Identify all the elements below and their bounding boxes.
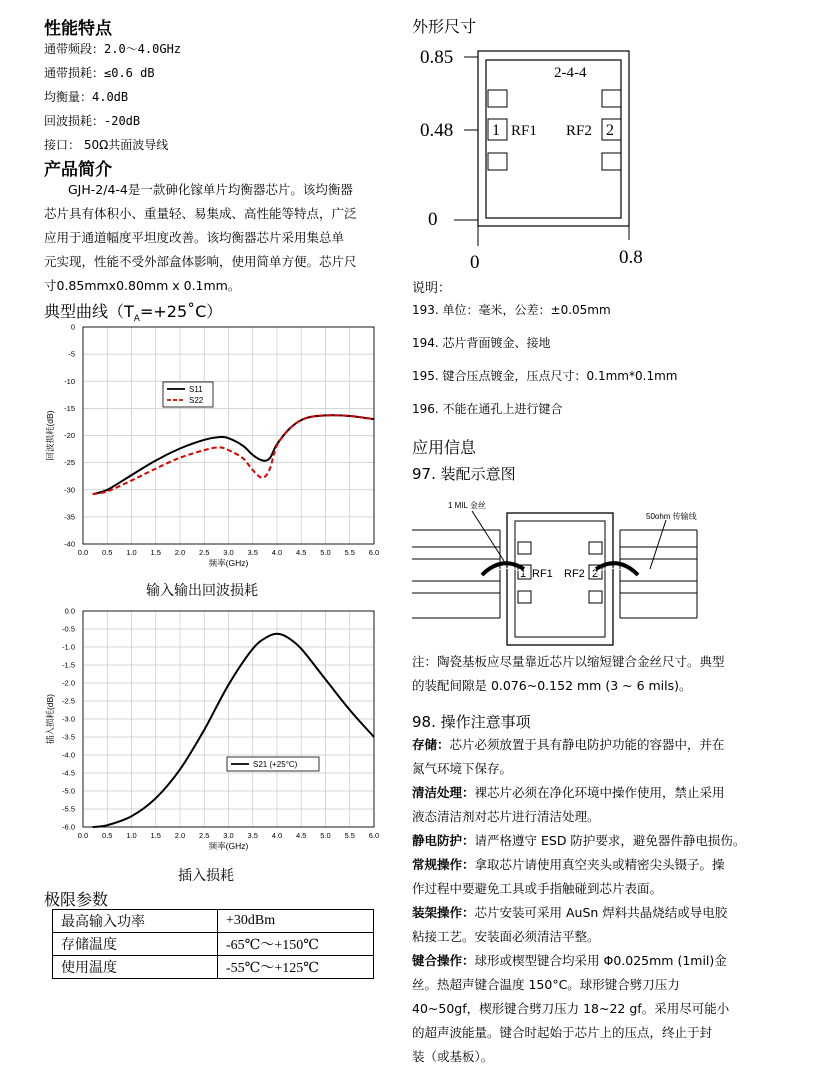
line-label: 50ohm 传输线 xyxy=(646,512,697,521)
x-tick-label: 1.0 xyxy=(126,548,137,557)
x-tick-label: 1.0 xyxy=(126,831,137,840)
x-tick-label: 4.0 xyxy=(271,831,283,840)
y-tick-label: -30 xyxy=(64,485,75,495)
x-tick-label: 3.5 xyxy=(247,548,258,557)
ground-pad xyxy=(488,153,507,170)
x-tick-label: 3.5 xyxy=(247,831,258,840)
limit-value: -55℃～+125℃ xyxy=(218,956,374,979)
y-tick-label: -2.0 xyxy=(62,678,75,688)
limits-table xyxy=(52,909,374,979)
dim-label-048: 0.48 xyxy=(420,120,454,141)
intro-line: GJH-2/4-4是一款砷化镓单片均衡器芯片。该均衡器 xyxy=(68,182,353,197)
rf1-label: RF1 xyxy=(511,123,537,139)
part-number: 2-4-4 xyxy=(554,65,587,81)
x-tick-label: 4.0 xyxy=(271,548,283,557)
y-tick-label: -20 xyxy=(64,431,75,440)
limits-heading: 极限参数 xyxy=(44,890,109,909)
y-tick-label: -35 xyxy=(64,512,75,522)
ops-line: 的超声波能量。键合时起始于芯片上的压点，终止于封 xyxy=(412,1025,713,1040)
x-axis-label: 频率(GHz) xyxy=(208,841,249,851)
x-tick-label: 0.5 xyxy=(102,831,113,840)
insertion-loss-chart xyxy=(40,603,385,861)
curves-heading-tail: =+25˚C） xyxy=(139,302,223,321)
ops-text: 球形或楔型键合均采用 Φ0.025mm (1mil)金 xyxy=(474,953,727,968)
limit-name: 使用温度 xyxy=(53,956,218,979)
note-item: 195. 键合压点镀金，压点尺寸：0.1mm*0.1mm xyxy=(412,369,678,383)
y-tick-label: -4.0 xyxy=(62,750,75,760)
dim-label-08: 0.8 xyxy=(619,247,643,268)
ops-line xyxy=(412,901,832,925)
ops-text: 裸芯片必须在净化环境中操作使用，禁止采用 xyxy=(474,785,725,800)
note-item: 193. 单位：毫米，公差：±0.05mm xyxy=(412,303,611,317)
y-tick-label: -1.0 xyxy=(62,642,75,652)
substrate-left xyxy=(412,530,502,618)
ops-line: 粘接工艺。安装面必须清洁平整。 xyxy=(412,929,600,944)
limit-value: +30dBm xyxy=(218,910,374,933)
insertion-loss-caption: 插入损耗 xyxy=(178,868,234,884)
ops-key: 装架操作： xyxy=(412,905,475,920)
ops-content xyxy=(412,733,832,1069)
feature-interface: 接口： 50Ω共面波导线 xyxy=(44,138,169,152)
ground-pad xyxy=(602,90,621,107)
table-row xyxy=(53,910,374,933)
x-tick-label: 0.0 xyxy=(77,831,89,840)
ops-line: 40~50gf，楔形键合劈刀压力 18~22 gf。采用尽可能小 xyxy=(412,1001,730,1016)
limit-value: -65℃～+150℃ xyxy=(218,933,374,956)
ops-line: 作过程中要避免工具或手指触碰到芯片表面。 xyxy=(412,881,663,896)
pad1-number: 1 xyxy=(520,568,527,580)
rf2-label: RF2 xyxy=(566,123,592,139)
ops-heading: 98. 操作注意事项 xyxy=(412,713,531,731)
curves-heading-text: 典型曲线（T xyxy=(44,302,134,321)
limit-name: 存储温度 xyxy=(53,933,218,956)
x-tick-label: 2.5 xyxy=(199,548,210,557)
assembly-note xyxy=(412,650,812,698)
x-tick-label: 1.5 xyxy=(150,548,161,557)
y-tick-label: -5 xyxy=(68,349,75,359)
y-tick-label: -3.5 xyxy=(62,732,75,742)
dim-label-0-x: 0 xyxy=(470,252,480,272)
ops-key: 清洁处理： xyxy=(412,785,475,800)
x-tick-label: 2.0 xyxy=(174,548,186,557)
legend-label: S21 (+25°C) xyxy=(253,760,298,769)
x-tick-label: 3.0 xyxy=(223,548,234,557)
note-item: 194. 芯片背面镀金、接地 xyxy=(412,336,551,350)
assembly-heading: 97. 装配示意图 xyxy=(412,465,516,483)
x-tick-label: 5.0 xyxy=(320,831,331,840)
return-loss-chart xyxy=(40,320,385,580)
ground-pad xyxy=(488,90,507,107)
legend-label: S11 xyxy=(189,385,203,394)
intro-line: 寸0.85mmx0.80mm x 0.1mm。 xyxy=(44,278,241,293)
chip-inner xyxy=(486,60,621,218)
limit-name: 最高输入功率 xyxy=(53,910,218,933)
rf2-label: RF2 xyxy=(564,568,585,580)
x-tick-label: 3.0 xyxy=(223,831,234,840)
x-tick-label: 6.0 xyxy=(368,831,380,840)
x-tick-label: 6.0 xyxy=(368,548,380,557)
ops-line: 液态清洁剂对芯片进行清洁处理。 xyxy=(412,809,600,824)
table-row xyxy=(53,933,374,956)
assembly-note-line: 注：陶瓷基板应尽量靠近芯片以缩短键合金丝尺寸。典型 xyxy=(412,654,725,669)
ops-line: 氮气环境下保存。 xyxy=(412,761,513,776)
series-line xyxy=(93,415,374,494)
ops-key: 静电防护： xyxy=(412,833,475,848)
ops-line xyxy=(412,733,832,757)
ops-text: 芯片必须放置于具有静电防护功能的容器中，并在 xyxy=(449,737,725,752)
table-row xyxy=(53,956,374,979)
x-tick-label: 2.0 xyxy=(174,831,186,840)
x-tick-label: 1.5 xyxy=(150,831,161,840)
ops-key: 常规操作： xyxy=(412,857,475,872)
x-tick-label: 5.0 xyxy=(320,548,331,557)
legend-box xyxy=(163,382,213,407)
notes-heading: 说明： xyxy=(412,281,452,296)
y-tick-label: -25 xyxy=(64,458,75,468)
ops-text: 拿取芯片请使用真空夹头或精密尖头镊子。操 xyxy=(474,857,725,872)
ops-line: 丝。热超声键合温度 150°C。球形键合劈刀压力 xyxy=(412,977,680,992)
feature-return-loss: 回波损耗：-20dB xyxy=(44,114,141,128)
y-tick-label: -40 xyxy=(64,539,75,549)
ops-text: 请严格遵守 ESD 防护要求，避免器件静电损伤。 xyxy=(474,833,746,848)
outline-heading: 外形尺寸 xyxy=(412,17,477,36)
note-item: 196. 不能在通孔上进行键合 xyxy=(412,402,563,416)
y-tick-label: -5.0 xyxy=(62,786,75,796)
feature-equalization: 均衡量：4.0dB xyxy=(44,90,129,104)
y-tick-label: -6.0 xyxy=(62,822,75,832)
return-loss-caption: 输入输出回波损耗 xyxy=(146,583,258,599)
ops-line xyxy=(412,853,832,877)
assembly-note-line: 的装配间隙是 0.076~0.152 mm (3 ~ 6 mils)。 xyxy=(412,678,692,693)
intro-line: 芯片具有体积小、重量轻、易集成、高性能等特点，广泛 xyxy=(44,206,357,221)
y-tick-label: -5.5 xyxy=(62,804,75,814)
wire-label: 1 MIL 金丝 xyxy=(448,501,486,510)
ground-pad xyxy=(602,153,621,170)
ops-line: 装（或基板）。 xyxy=(412,1049,494,1064)
y-tick-label: 0.0 xyxy=(64,606,75,616)
ops-line xyxy=(412,829,832,853)
feature-insertion-loss: 通带损耗：≤0.6 dB xyxy=(44,66,155,80)
x-tick-label: 0.0 xyxy=(77,548,89,557)
feature-passband: 通带频段：2.0～4.0GHz xyxy=(44,42,182,56)
features-heading: 性能特点 xyxy=(44,19,112,39)
y-tick-label: -4.5 xyxy=(62,768,75,778)
y-tick-label: -15 xyxy=(64,403,75,413)
x-axis-label: 频率(GHz) xyxy=(208,558,249,568)
series-line xyxy=(93,634,374,827)
app-heading: 应用信息 xyxy=(412,438,477,457)
y-tick-label: -1.5 xyxy=(62,660,75,670)
dim-label-085: 0.85 xyxy=(420,47,454,68)
y-tick-label: -2.5 xyxy=(62,696,75,706)
ops-line xyxy=(412,781,832,805)
y-tick-label: -0.5 xyxy=(62,624,75,634)
y-axis-label: 插入损耗(dB) xyxy=(45,693,55,745)
x-tick-label: 4.5 xyxy=(296,548,307,557)
curves-heading-sub: A xyxy=(133,314,140,325)
dim-label-0-y: 0 xyxy=(428,209,438,230)
pad2-number: 2 xyxy=(606,122,614,139)
ops-text: 芯片安装可采用 AuSn 焊料共晶烧结或导电胶 xyxy=(474,905,728,920)
outline-drawing xyxy=(412,40,672,272)
x-tick-label: 5.5 xyxy=(344,831,355,840)
legend-label: S22 xyxy=(189,396,204,405)
y-tick-label: -3.0 xyxy=(62,714,75,724)
x-tick-label: 5.5 xyxy=(344,548,355,557)
intro-heading: 产品简介 xyxy=(44,160,112,180)
y-tick-label: 0 xyxy=(70,322,75,332)
y-axis-label: 回波损耗(dB) xyxy=(45,410,55,461)
pad1-number: 1 xyxy=(492,122,500,139)
leader-line xyxy=(650,520,666,569)
x-tick-label: 0.5 xyxy=(102,548,113,557)
rf1-label: RF1 xyxy=(532,568,553,580)
assembly-diagram xyxy=(412,495,752,655)
intro-line: 元实现，性能不受外部盒体影响，使用简单方便。芯片尺 xyxy=(44,254,357,269)
x-tick-label: 2.5 xyxy=(199,831,210,840)
intro-paragraph xyxy=(44,178,389,298)
ops-key: 存储： xyxy=(412,737,450,752)
intro-line: 应用于通道幅度平坦度改善。该均衡器芯片采用集总单 xyxy=(44,230,345,245)
pad2-number: 2 xyxy=(592,568,599,580)
x-tick-label: 4.5 xyxy=(296,831,307,840)
y-tick-label: -10 xyxy=(64,376,75,386)
ops-key: 键合操作： xyxy=(412,953,475,968)
series-line xyxy=(93,415,374,494)
ops-line xyxy=(412,949,832,973)
